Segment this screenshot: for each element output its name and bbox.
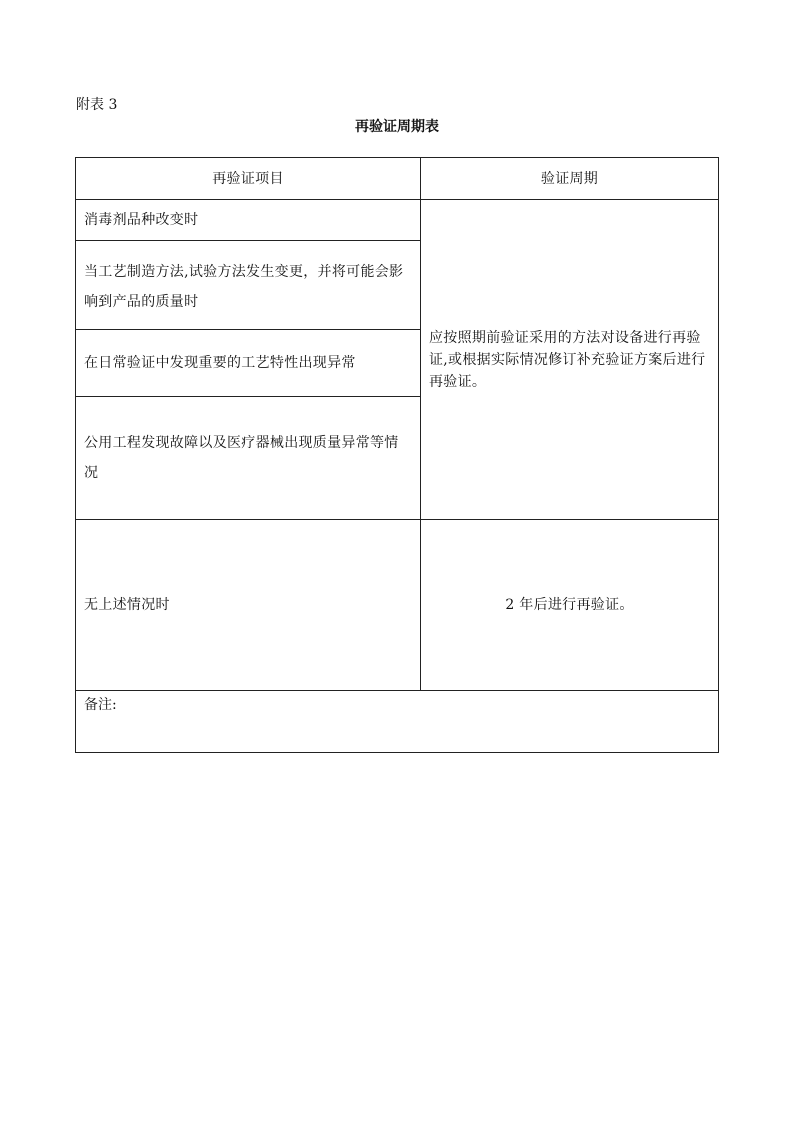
item-text: 在日常验证中发现重要的工艺特性出现异常	[84, 355, 356, 371]
remark-label: 备注:	[84, 697, 117, 713]
item-text: 无上述情况时	[84, 597, 170, 613]
item-text: 公用工程发现故障以及医疗器械出现质量异常等情况	[84, 435, 399, 481]
appendix-label: 附表 3	[76, 97, 118, 113]
table-row	[76, 200, 420, 240]
item-text: 当工艺制造方法,试验方法发生变更，并将可能会影响到产品的质量时	[84, 264, 404, 310]
table-row	[76, 241, 420, 329]
period-cell	[421, 200, 718, 519]
revalidation-table	[75, 157, 719, 753]
header-period-column	[421, 158, 718, 199]
period-text: 应按照期前验证采用的方法对设备进行再验证,或根据实际情况修订补充验证方案后进行再验证。	[429, 329, 706, 390]
header-period-label: 验证周期	[540, 170, 599, 187]
table-row	[76, 397, 420, 519]
table-row	[76, 330, 420, 396]
table-row	[76, 520, 420, 690]
header-item-column	[76, 158, 420, 199]
table-rule	[76, 690, 718, 691]
header-item-label: 再验证项目	[212, 170, 284, 187]
period-text: 2 年后进行再验证。	[505, 597, 634, 613]
period-cell	[421, 520, 718, 690]
document-title: 再验证周期表	[355, 119, 439, 135]
item-text: 消毒剂品种改变时	[84, 212, 199, 228]
